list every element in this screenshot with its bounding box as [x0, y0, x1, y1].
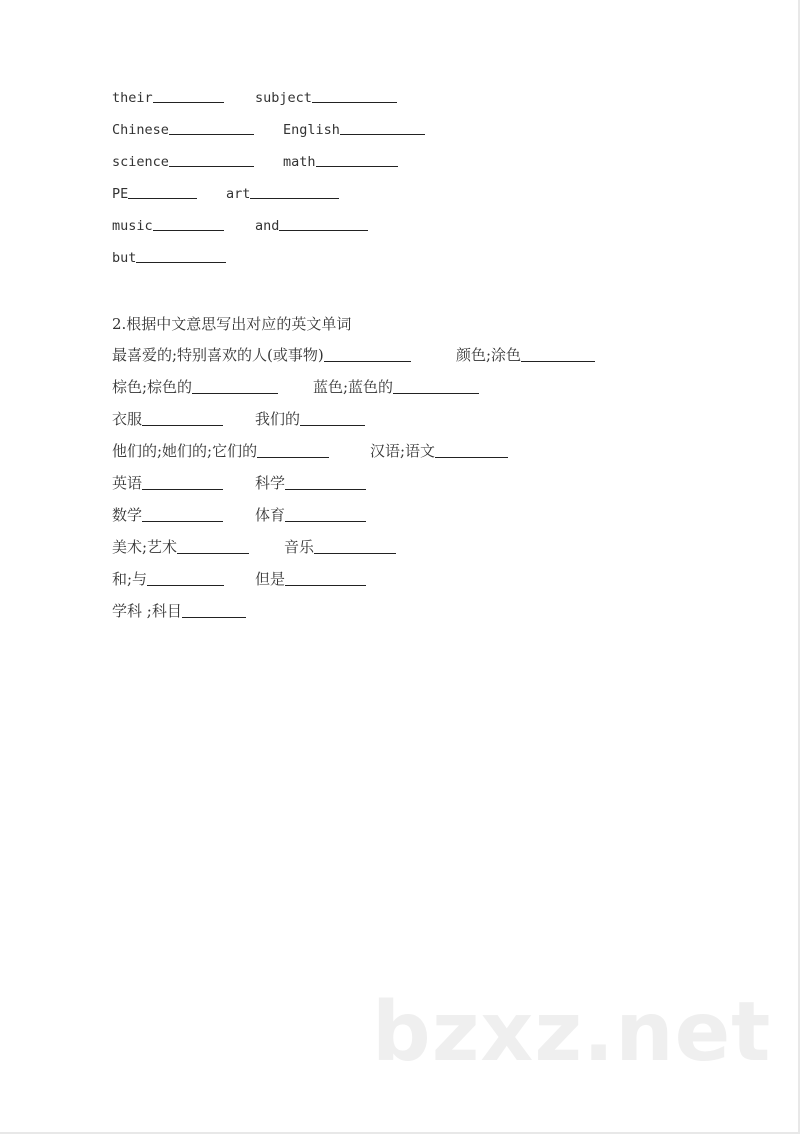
word-label: 我们的 — [255, 410, 301, 428]
answer-blank[interactable] — [312, 101, 397, 103]
answer-blank[interactable] — [521, 360, 595, 362]
word-item — [255, 408, 365, 429]
word-label: Chinese — [112, 122, 169, 138]
word-label: music — [112, 218, 153, 234]
answer-blank[interactable] — [182, 616, 246, 618]
word-label: math — [283, 154, 316, 170]
answer-blank[interactable] — [285, 584, 366, 586]
answer-blank[interactable] — [153, 229, 224, 231]
word-item — [112, 472, 223, 493]
word-item — [112, 408, 223, 429]
word-item — [255, 472, 366, 493]
word-label: 汉语;语文 — [370, 442, 436, 460]
word-label: 和;与 — [112, 570, 148, 588]
answer-blank[interactable] — [192, 392, 278, 394]
word-label: 但是 — [255, 570, 286, 588]
word-item — [283, 154, 398, 170]
word-item — [255, 90, 397, 106]
word-item — [112, 186, 197, 202]
word-label: 体育 — [255, 506, 286, 524]
word-item — [112, 440, 329, 461]
answer-blank[interactable] — [393, 392, 479, 394]
word-item — [112, 504, 223, 525]
word-item — [112, 154, 254, 170]
answer-blank[interactable] — [169, 165, 254, 167]
word-item — [226, 186, 339, 202]
word-label: English — [283, 122, 340, 138]
word-label: 他们的;她们的;它们的 — [112, 442, 258, 460]
word-label: subject — [255, 90, 312, 106]
word-label: and — [255, 218, 280, 234]
answer-blank[interactable] — [153, 101, 224, 103]
watermark: bzxz.net — [372, 985, 772, 1080]
word-item — [112, 600, 246, 621]
word-label: 美术;艺术 — [112, 538, 178, 556]
answer-blank[interactable] — [314, 552, 396, 554]
answer-blank[interactable] — [300, 424, 365, 426]
word-label: 蓝色;蓝色的 — [313, 378, 394, 396]
word-label: 音乐 — [284, 538, 315, 556]
word-item — [112, 568, 224, 589]
answer-blank[interactable] — [136, 261, 226, 263]
word-label: 数学 — [112, 506, 143, 524]
answer-blank[interactable] — [340, 133, 425, 135]
word-item — [313, 376, 479, 397]
word-item — [112, 90, 224, 106]
word-label: 衣服 — [112, 410, 143, 428]
word-item — [112, 250, 226, 266]
answer-blank[interactable] — [142, 424, 223, 426]
word-label: science — [112, 154, 169, 170]
word-item — [112, 218, 224, 234]
word-label: 最喜爱的;特别喜欢的人(或事物) — [112, 346, 324, 364]
answer-blank[interactable] — [250, 197, 339, 199]
word-item — [284, 536, 396, 557]
word-label: 科学 — [255, 474, 286, 492]
answer-blank[interactable] — [177, 552, 249, 554]
word-item — [370, 440, 508, 461]
answer-blank[interactable] — [128, 197, 197, 199]
word-item — [283, 122, 425, 138]
answer-blank[interactable] — [285, 520, 366, 522]
answer-blank[interactable] — [435, 456, 508, 458]
word-item — [456, 344, 595, 365]
word-item — [112, 344, 411, 365]
answer-blank[interactable] — [316, 165, 398, 167]
word-label: PE — [112, 186, 129, 202]
answer-blank[interactable] — [257, 456, 329, 458]
word-label: but — [112, 250, 137, 266]
word-label: 颜色;涂色 — [456, 346, 522, 364]
answer-blank[interactable] — [285, 488, 366, 490]
word-label: art — [226, 186, 251, 202]
word-item — [255, 218, 368, 234]
word-item — [112, 122, 254, 138]
word-item — [112, 536, 249, 557]
word-item — [112, 376, 278, 397]
word-item — [255, 504, 366, 525]
answer-blank[interactable] — [142, 520, 223, 522]
word-label: 英语 — [112, 474, 143, 492]
word-label: 棕色;棕色的 — [112, 378, 193, 396]
answer-blank[interactable] — [142, 488, 223, 490]
section-heading: 2.根据中文意思写出对应的英文单词 — [112, 315, 352, 333]
answer-blank[interactable] — [147, 584, 224, 586]
word-label: their — [112, 90, 153, 106]
word-item — [255, 568, 366, 589]
answer-blank[interactable] — [324, 360, 411, 362]
answer-blank[interactable] — [169, 133, 254, 135]
answer-blank[interactable] — [279, 229, 368, 231]
word-label: 学科 ;科目 — [112, 602, 182, 620]
